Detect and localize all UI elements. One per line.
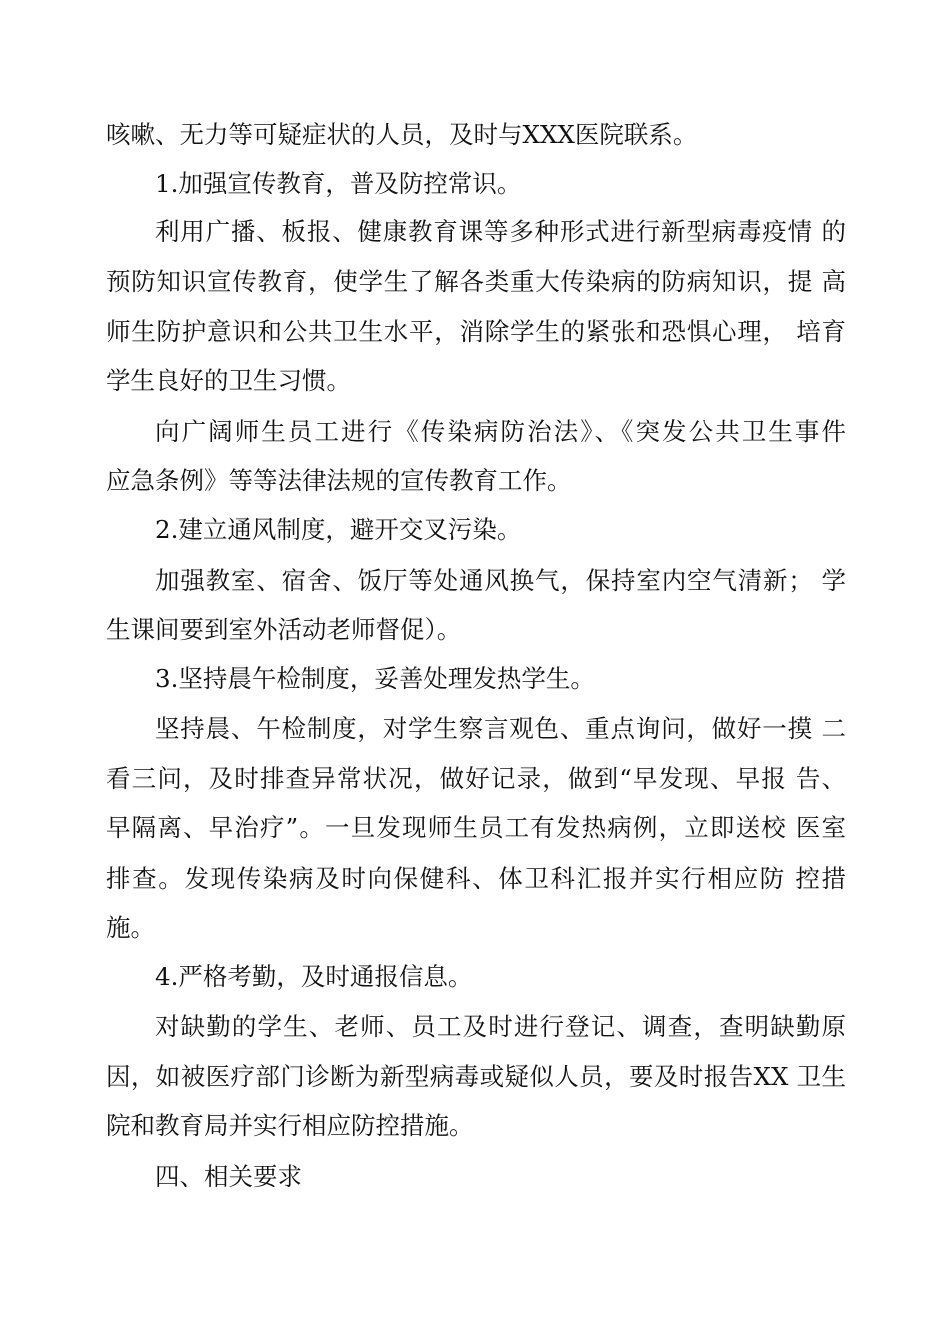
- section-heading-3: 3.坚持晨午检制度，妥善处理发热学生。: [155, 664, 595, 693]
- body-text-line: 向广阔师生员工进行《传染病防治法》、《突发公共卫生事件: [155, 417, 846, 446]
- body-text-line: 师生防护意识和公共卫生水平，消除学生的紧张和恐惧心理， 培育: [106, 317, 846, 346]
- body-text-line: 生课间要到室外活动老师督促）。: [106, 615, 462, 644]
- body-text-line: 早隔离、早治疗”。一旦发现师生员工有发热病例，立即送校 医室: [106, 813, 846, 842]
- body-text-line: 因，如被医疗部门诊断为新型病毒或疑似人员，要及时报告XX 卫生: [106, 1062, 846, 1091]
- section-heading-4: 4.严格考勤，及时通报信息。: [155, 962, 473, 991]
- body-text-line: 院和教育局并实行相应防控措施。: [106, 1111, 474, 1140]
- section-heading-main: 四、相关要求: [155, 1162, 302, 1191]
- body-text-line: 坚持晨、午检制度，对学生察言观色、重点询问，做好一摸 二: [155, 714, 846, 743]
- body-text-line: 预防知识宣传教育，使学生了解各类重大传染病的防病知识，提 高: [106, 267, 846, 296]
- body-text-line: 施。: [106, 913, 155, 942]
- body-text-line: 利用广播、板报、健康教育课等多种形式进行新型病毒疫情 的: [155, 217, 846, 246]
- body-text-line: 咳嗽、无力等可疑症状的人员，及时与XXX医院联系。: [106, 120, 698, 149]
- section-heading-2: 2.建立通风制度，避开交叉污染。: [155, 515, 522, 544]
- body-text-line: 排查。发现传染病及时向保健科、体卫科汇报并实行相应防 控措: [106, 864, 846, 893]
- body-text-line: 看三问，及时排查异常状况，做好记录，做到“早发现、早报 告、: [106, 764, 846, 793]
- section-heading-1: 1.加强宣传教育，普及防控常识。: [155, 169, 522, 198]
- body-text-line: 学生良好的卫生习惯。: [106, 366, 351, 395]
- body-text-line: 应急条例》等等法律法规的宣传教育工作。: [106, 466, 572, 495]
- body-text-line: 加强教室、宿舍、饭厅等处通风换气，保持室内空气清新； 学: [155, 566, 846, 595]
- body-text-line: 对缺勤的学生、老师、员工及时进行登记、调查，查明缺勤原: [155, 1012, 846, 1041]
